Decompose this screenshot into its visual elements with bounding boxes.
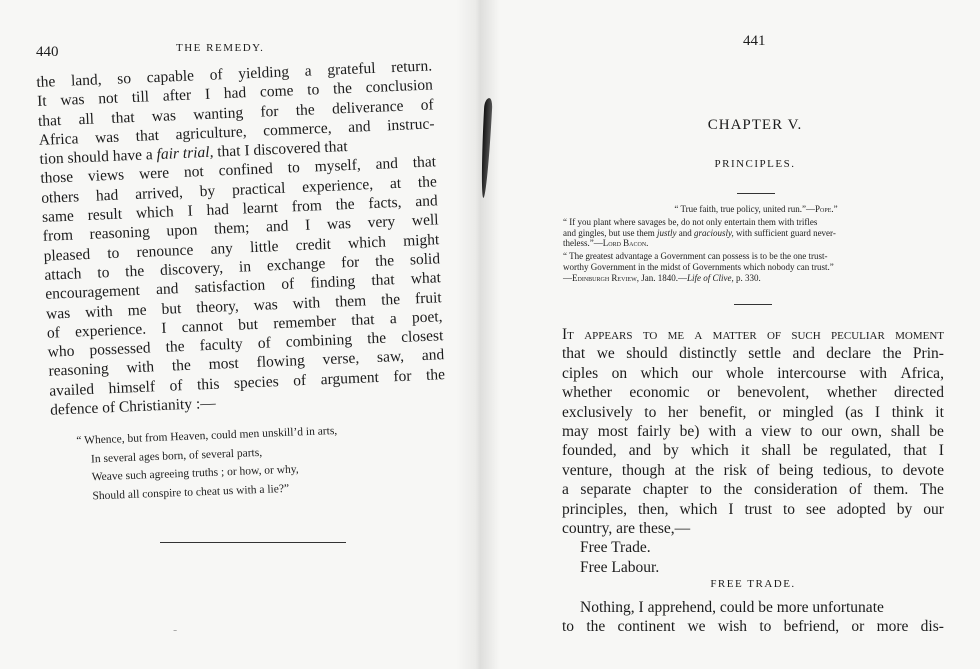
divider-rule: [734, 304, 772, 305]
text-line: tion should have a fair trial, that I discovered that: [39, 138, 348, 169]
text-line: a separate chapter to the consideration of them. The: [562, 481, 944, 499]
text-line: same result which I had learnt from the facts, and: [41, 192, 439, 226]
text-line: to the continent we wish to befriend, or more dis-: [562, 618, 944, 636]
verse-line: “ Whence, but from Heaven, could men unskill’d in arts,: [76, 424, 338, 447]
text-line: availed himself of this species of argument for the: [48, 365, 446, 400]
right-body-text-2: [562, 598, 944, 637]
text-line: may most fairly be) with a view to our own, shall be: [562, 423, 944, 441]
text-line: others had arrived, by practical experience, at the: [40, 173, 438, 207]
text-line: pleased to renounce any little credit which might: [43, 230, 440, 265]
principle-item: Free Trade.: [580, 539, 651, 557]
text-line: from reasoning upon them; and I was very well: [42, 211, 439, 246]
text-line: venture, though at the risk of being tedious, to devote: [562, 461, 944, 479]
text-line: Africa was that agriculture, commerce, and instruc-: [38, 115, 435, 149]
principle-item: Free Labour.: [580, 558, 660, 576]
text-line: reasoning with the most flowing verse, saw, and: [48, 346, 445, 381]
section-heading: FREE TRADE.: [710, 578, 796, 590]
verse-line: Should all conspire to cheat us with a lie?”: [92, 482, 290, 502]
running-head: THE REMEDY.: [176, 42, 265, 54]
text-line: It appears to me a matter of such peculiar moment: [562, 326, 944, 343]
printer-mark: ⁻: [173, 628, 178, 637]
text-line: ciples on which our whole intercourse with Africa,: [562, 364, 944, 382]
verse-line: Weave such agreeing truths ; or how, or why,: [91, 463, 299, 484]
end-rule: [160, 542, 346, 543]
text-line: Nothing, I apprehend, could be more unfortunate: [580, 599, 884, 616]
epigraph-pope: “ True faith, true policy, united run.”—Pope.”: [674, 204, 838, 214]
text-line: that we should distinctly settle and declare the Prin-: [562, 345, 944, 363]
chapter-subtitle: PRINCIPLES.: [714, 158, 796, 170]
text-line: principles, then, which I trust to see adopted by our: [562, 500, 944, 518]
epigraph-edinburgh: “ The greatest advantage a Government can possess is to be the one trust- worthy Government in the midst of Governments which nobody can trust.” —Edinburgh Review, Jan. 1840.—Life of Clive, p. 330.: [563, 251, 834, 283]
text-line: whether economic or benevolent, whether directed: [562, 384, 944, 402]
epigraphs: [563, 204, 949, 286]
emphasis-fair-trial: fair trial,: [156, 143, 214, 164]
text-line: the land, so capable of yielding a grateful return.: [36, 57, 433, 91]
chapter-title: CHAPTER V.: [707, 117, 803, 133]
text-line: founded, and by which it shall be regulated, that I: [562, 442, 944, 460]
verse-quotation: [76, 418, 439, 506]
left-page-number: 440: [36, 44, 59, 60]
text-line: that all that was wanting for the deliverance of: [37, 95, 434, 130]
text-line: attach to the discovery, in exchange for the solid: [44, 250, 441, 284]
text-line: was with me but theory, was with them the fruit: [45, 288, 443, 323]
text-line: country, are these,—: [562, 520, 691, 538]
right-page-number: 441: [743, 33, 766, 49]
text-line: encouragement and satisfaction of finding that what: [44, 269, 442, 304]
text-line: It was not till after I had come to the conclusion: [36, 76, 434, 111]
text-line: those views were not confined to myself, and that: [40, 153, 437, 188]
book-gutter: [456, 0, 500, 669]
text-line: exclusively to her benefit, or mingled (as I think it: [562, 403, 944, 421]
text-line: of experience. I cannot but remember that a poet,: [46, 308, 443, 342]
right-body-text: [562, 325, 944, 577]
text-line: defence of Christianity :—: [49, 394, 217, 419]
text-line: who possessed the faculty of combining the closest: [47, 327, 444, 361]
epigraph-bacon: “ If you plant where savages be, do not only entertain them with trifles and gingles, but use them justly and graciously, with sufficient guard never- theless.”—Lord Bacon.: [563, 216, 836, 249]
verse-line: In several ages born, of several parts,: [90, 446, 263, 465]
left-body-text: [36, 56, 446, 420]
divider-rule: [737, 193, 775, 194]
